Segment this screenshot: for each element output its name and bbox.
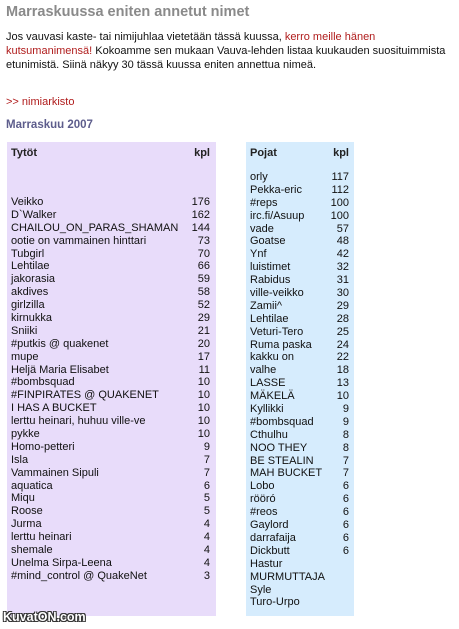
table-row	[7, 557, 216, 570]
count-cell: 4	[203, 518, 210, 531]
name-cell: Miqu	[11, 492, 35, 505]
count-cell: 52	[197, 299, 210, 312]
name-cell: Jurma	[11, 518, 42, 531]
count-cell: 117	[331, 171, 349, 183]
name-cell: Isla	[11, 453, 29, 466]
table-row	[7, 544, 216, 557]
table-row	[7, 286, 216, 299]
name-cell: #mind_control @ QuakeNet	[11, 569, 147, 582]
count-cell: 70	[197, 247, 210, 260]
count-cell: 100	[330, 209, 349, 222]
count-cell: 7	[342, 454, 349, 467]
count-cell: 57	[336, 222, 349, 235]
boys-table-header	[246, 147, 354, 161]
name-cell: Goatse	[250, 235, 286, 248]
table-row	[246, 339, 354, 352]
table-row	[7, 299, 216, 312]
name-cell: aquatica	[11, 479, 53, 492]
count-cell: 29	[336, 299, 349, 312]
table-row	[7, 505, 216, 518]
name-cell: #reps	[250, 196, 278, 209]
count-cell: 5	[203, 492, 210, 505]
table-row	[246, 467, 354, 480]
count-cell: 8	[342, 428, 349, 441]
table-row	[246, 455, 354, 468]
table-row	[246, 364, 354, 377]
name-cell: NOO THEY	[250, 441, 308, 454]
name-cell: kakku on	[250, 351, 295, 364]
table-row	[7, 454, 216, 467]
name-cell: Heljä Maria Elisabet	[11, 363, 109, 376]
count-cell: 10	[197, 389, 210, 402]
name-cell: Sniiki	[11, 324, 38, 337]
name-cell: MAH BUCKET	[250, 467, 323, 480]
count-cell: 10	[197, 415, 210, 428]
count-cell: 48	[336, 235, 349, 248]
count-cell: 28	[336, 312, 349, 325]
name-cell: Veikko	[11, 196, 44, 208]
intro-text	[6, 30, 452, 72]
boys-header-name: Pojat	[250, 147, 277, 159]
count-cell: 30	[336, 287, 349, 300]
boys-rows	[246, 171, 354, 609]
name-cell: #FINPIRATES @ QUAKENET	[11, 389, 159, 402]
table-row	[246, 197, 354, 210]
name-cell: valhe	[250, 364, 277, 377]
girls-header-name: Tytöt	[11, 147, 38, 159]
name-cell: Gaylord	[250, 519, 289, 532]
count-cell: 8	[342, 441, 349, 454]
table-row	[246, 184, 354, 197]
table-row	[7, 389, 216, 402]
table-row	[246, 519, 354, 532]
name-cell: lerttu heinari, huhuu ville-ve	[11, 415, 146, 428]
name-cell: orly	[250, 171, 268, 183]
table-row	[246, 377, 354, 390]
table-row	[246, 416, 354, 429]
table-row	[7, 492, 216, 505]
count-cell: 20	[197, 337, 210, 350]
name-cell: Pekka-eric	[250, 183, 302, 196]
table-row	[7, 441, 216, 454]
name-cell: vade	[250, 222, 274, 235]
count-cell: 9	[342, 415, 349, 428]
table-row	[246, 506, 354, 519]
name-cell: Ruma paska	[250, 338, 312, 351]
table-row	[246, 171, 354, 184]
name-cell: shemale	[11, 544, 53, 557]
table-row	[7, 248, 216, 261]
name-cell: ville-veikko	[250, 287, 304, 300]
name-cell: MÄKELÄ	[250, 390, 295, 403]
name-cell: Lehtilae	[250, 312, 289, 325]
name-cell: darrafaija	[250, 531, 296, 544]
table-row	[246, 274, 354, 287]
count-cell: 73	[197, 234, 210, 247]
count-cell: 10	[197, 428, 210, 441]
name-cell: ootie on vammainen hinttari	[11, 234, 147, 247]
name-cell: #bombsquad	[250, 415, 314, 428]
count-cell: 9	[203, 440, 210, 453]
table-row	[246, 313, 354, 326]
name-cell: pykke	[11, 428, 40, 441]
page-title: Marraskuussa eniten annetut nimet	[6, 4, 250, 20]
count-cell: 162	[191, 208, 210, 221]
table-row	[7, 325, 216, 338]
name-cell: Rabidus	[250, 274, 291, 287]
girls-header-count: kpl	[194, 147, 210, 159]
name-cell: Turo-Urpo	[250, 596, 300, 609]
name-cell: #bombsquad	[11, 376, 75, 389]
name-cell: mupe	[11, 350, 39, 363]
name-cell: Vammainen Sipuli	[11, 466, 99, 479]
count-cell: 10	[197, 402, 210, 415]
count-cell: 59	[197, 273, 210, 286]
table-row	[246, 235, 354, 248]
boys-header-count: kpl	[333, 147, 349, 159]
name-cell: Lobo	[250, 480, 275, 493]
month-heading: Marraskuu 2007	[6, 119, 93, 131]
intro-text-part2: Kokoamme sen mukaan Vauva-lehden listaa kuukauden suosituimmista etunimistä. Siinä näkyy 30 tässä kuussa eniten annettua nimeä.	[6, 45, 446, 71]
count-cell: 10	[197, 376, 210, 389]
girls-table-header	[7, 147, 216, 161]
name-cell: jakorasia	[11, 273, 56, 286]
name-cell: #reos	[250, 506, 278, 519]
count-cell: 7	[342, 467, 349, 480]
name-cell: Veturi-Tero	[250, 325, 304, 338]
count-cell: 6	[342, 544, 349, 557]
table-row	[7, 312, 216, 325]
name-cell: luistimet	[250, 261, 291, 274]
table-row	[246, 429, 354, 442]
count-cell: 9	[342, 403, 349, 416]
name-cell: Ynf	[250, 248, 267, 261]
table-row	[246, 326, 354, 339]
name-cell: Unelma Sirpa-Leena	[11, 556, 112, 569]
count-cell: 176	[191, 196, 210, 208]
table-row	[7, 570, 216, 583]
table-row	[246, 223, 354, 236]
table-row	[246, 390, 354, 403]
name-cell: Syle	[250, 583, 272, 596]
name-cell: Tubgirl	[11, 247, 45, 260]
table-row	[246, 571, 354, 584]
count-cell: 21	[197, 324, 210, 337]
count-cell: 42	[336, 248, 349, 261]
name-cell: Cthulhu	[250, 428, 288, 441]
count-cell: 18	[336, 364, 349, 377]
table-row	[7, 531, 216, 544]
count-cell: 6	[342, 493, 349, 506]
count-cell: 3	[203, 569, 210, 582]
name-cell: Zamii^	[250, 299, 283, 312]
table-row	[246, 480, 354, 493]
name-cell: Lehtilae	[11, 260, 50, 273]
name-cell: MURMUTTAJA	[250, 570, 325, 583]
table-row	[246, 584, 354, 597]
table-row	[7, 364, 216, 377]
table-row	[7, 222, 216, 235]
table-row	[246, 493, 354, 506]
name-archive-link[interactable]: >> nimiarkisto	[6, 96, 75, 108]
name-cell: Kyllikki	[250, 403, 284, 416]
table-row	[246, 248, 354, 261]
table-row	[246, 287, 354, 300]
table-row	[246, 442, 354, 455]
table-row	[7, 209, 216, 222]
table-row	[246, 596, 354, 609]
name-cell: irc.fi/Asuup	[250, 209, 305, 222]
count-cell: 10	[336, 390, 349, 403]
count-cell: 11	[198, 363, 210, 376]
name-cell: akdives	[11, 286, 49, 299]
table-row	[7, 415, 216, 428]
table-row	[7, 467, 216, 480]
table-row	[7, 402, 216, 415]
table-row	[246, 351, 354, 364]
name-cell: I HAS A BUCKET	[11, 402, 97, 415]
count-cell: 5	[203, 505, 210, 518]
count-cell: 25	[336, 325, 349, 338]
name-cell: kirnukka	[11, 312, 52, 325]
count-cell: 24	[336, 338, 349, 351]
table-row	[7, 260, 216, 273]
table-row	[246, 532, 354, 545]
count-cell: 6	[203, 479, 210, 492]
count-cell: 29	[197, 312, 210, 325]
table-row	[7, 351, 216, 364]
count-cell: 4	[203, 544, 210, 557]
name-cell: Hastur	[250, 557, 283, 570]
intro-text-part1: Jos vauvasi kaste- tai nimijuhlaa vietetään tässä kuussa,	[6, 31, 285, 43]
name-cell: Dickbutt	[250, 544, 290, 557]
table-row	[7, 196, 216, 209]
count-cell: 4	[203, 556, 210, 569]
boys-names-table	[246, 142, 354, 616]
table-row	[7, 480, 216, 493]
table-row	[7, 376, 216, 389]
table-row	[246, 558, 354, 571]
count-cell: 7	[203, 466, 210, 479]
name-cell: lerttu heinari	[11, 531, 72, 544]
table-row	[246, 403, 354, 416]
count-cell: 17	[197, 350, 210, 363]
count-cell: 6	[342, 531, 349, 544]
count-cell: 4	[203, 531, 210, 544]
name-cell: rööró	[250, 493, 276, 506]
count-cell: 58	[197, 286, 210, 299]
table-row	[7, 235, 216, 248]
table-row	[246, 300, 354, 313]
table-row	[246, 545, 354, 558]
table-row	[246, 210, 354, 223]
table-row	[7, 338, 216, 351]
name-cell: BE STEALIN	[250, 454, 314, 467]
count-cell: 7	[203, 453, 210, 466]
name-cell: LASSE	[250, 377, 286, 390]
table-row	[7, 518, 216, 531]
count-cell: 6	[342, 506, 349, 519]
name-cell: #putkis @ quakenet	[11, 337, 109, 350]
count-cell: 32	[336, 261, 349, 274]
table-row	[246, 261, 354, 274]
girls-names-table	[7, 142, 216, 616]
count-cell: 100	[330, 196, 349, 209]
tell-us-link[interactable]: kerro meille hänen kutsumanimensä!	[6, 31, 376, 57]
count-cell: 22	[336, 351, 349, 364]
count-cell: 6	[342, 519, 349, 532]
site-watermark: KuvatON.com	[3, 610, 86, 624]
count-cell: 13	[336, 377, 349, 390]
name-cell: Homo-petteri	[11, 440, 75, 453]
count-cell: 31	[336, 274, 349, 287]
count-cell: 112	[331, 183, 349, 196]
table-row	[7, 273, 216, 286]
name-cell: girlzilla	[11, 299, 45, 312]
count-cell: 66	[197, 260, 210, 273]
count-cell: 144	[191, 221, 210, 234]
name-cell: CHAILOU_ON_PARAS_SHAMAN	[11, 221, 179, 234]
girls-rows	[7, 196, 216, 583]
table-row	[7, 428, 216, 441]
count-cell: 6	[342, 480, 349, 493]
name-cell: Roose	[11, 505, 43, 518]
name-cell: D`Walker	[11, 208, 57, 221]
